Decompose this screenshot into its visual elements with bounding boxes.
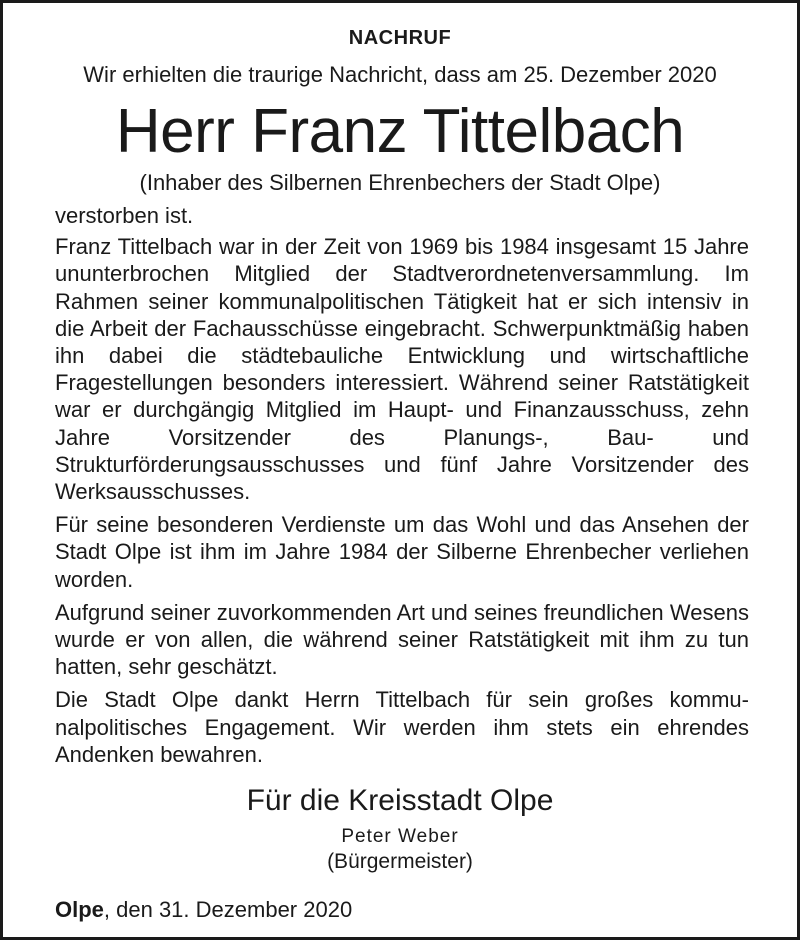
passed-line: verstorben ist. (55, 203, 194, 228)
intro-line: Wir erhielten die traurige Nachricht, dass am 25. Dezember 2020 (83, 62, 717, 87)
paragraph-thanks: Die Stadt Olpe dankt Herrn Tittelbach für sein großes kommunalpolitisches Engagement. Wir werden ihm stets ein ehrendes Andenken bewahren. (55, 687, 749, 767)
honor-subtitle: (Inhaber des Silbernen Ehrenbechers der Stadt Olpe) (139, 170, 661, 195)
notice-heading: NACHRUF (348, 27, 452, 49)
dateline-date: , den 31. Dezember 2020 (103, 897, 353, 922)
deceased-name: Herr Franz Tittelbach (115, 97, 685, 166)
signoff-line: Für die Kreisstadt Olpe (246, 784, 554, 817)
notice-body (55, 202, 749, 774)
paragraph-career: Franz Tittelbach war in der Zeit von 1969 bis 1984 insgesamt 15 Jahre ununterbrochen Mitglied der Stadtverordnetenversammlung. Im Rahmen seiner kommunalpolitischen Tätigkeit hat er sich intensiv in die Arbeit der Fachausschüsse eingebracht. Schwerpunktmäßig haben ihn dabei die städtebauliche Entwicklung und wirtschaftliche Fragestellungen besonders interessiert. Während seiner Ratstätigkeit war er durchgängig Mitglied im Haupt- und Finanzausschuss, zehn Jahre Vorsitzender des Planungs-, Bau- und Strukturförderungsausschusses und fünf Jahre Vorsitzender des Werksausschusses. (55, 234, 749, 505)
signer-role: (Bürgermeister) (327, 850, 473, 873)
dateline (55, 896, 352, 924)
paragraph-honor: Für seine besonderen Verdienste um das Wohl und das Ansehen der Stadt Olpe ist ihm im Jahre 1984 der Silberne Ehrenbecher verliehen worden. (55, 512, 749, 592)
dateline-city: Olpe (55, 897, 104, 922)
paragraph-character: Aufgrund seiner zuvorkommenden Art und seines freundlichen Wesens wurde er von allen, die während seiner Ratstätigkeit mit ihm zu tun hatten, sehr geschätzt. (55, 599, 749, 680)
signer-name: Peter Weber (341, 826, 459, 847)
